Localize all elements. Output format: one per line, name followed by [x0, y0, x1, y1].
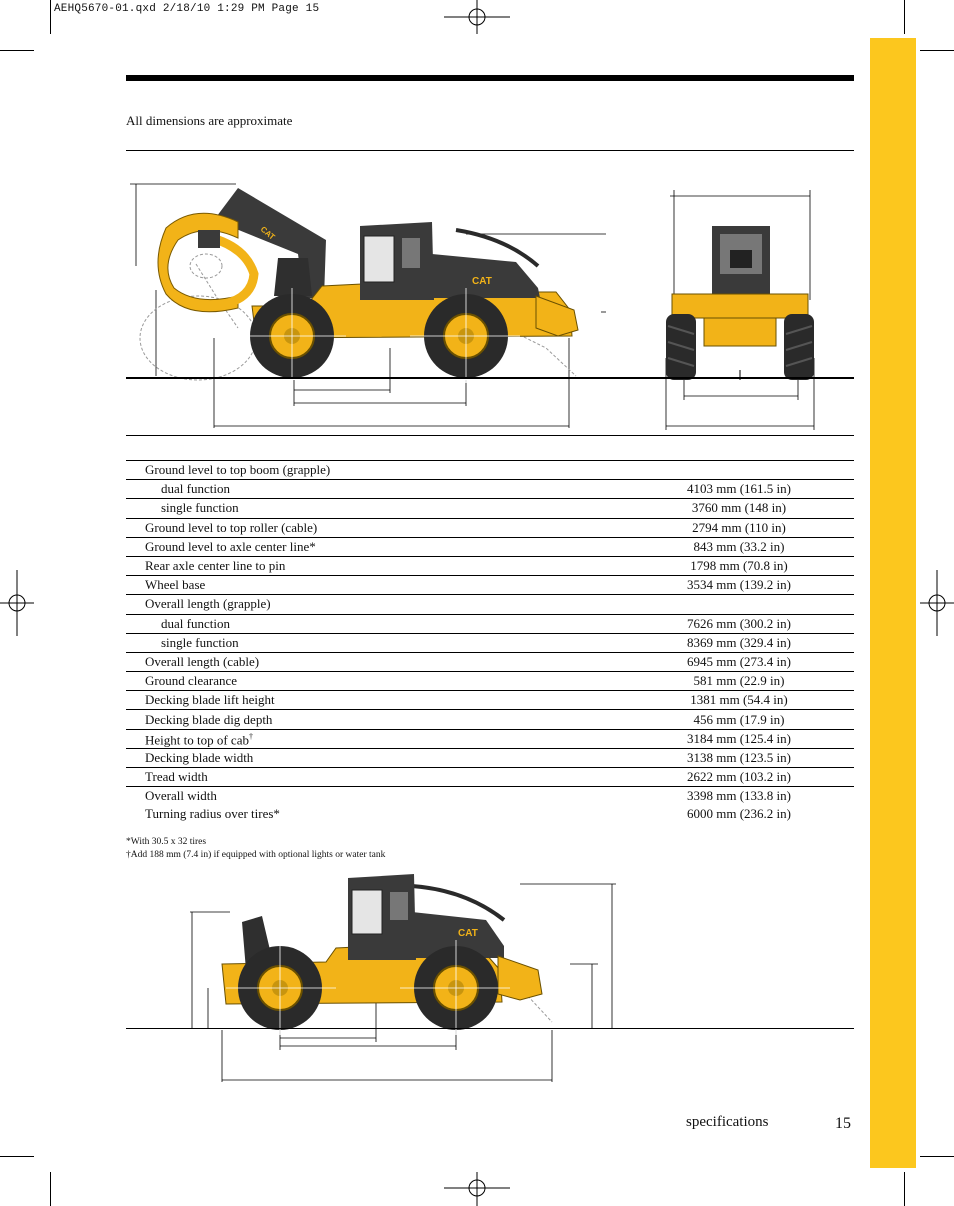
dimensions-table — [126, 460, 854, 824]
spec-value: 3398 mm (133.8 in) — [624, 787, 854, 806]
spec-label: Ground level to top roller (cable) — [126, 518, 624, 537]
spec-row — [126, 710, 854, 729]
spec-row — [126, 652, 854, 671]
spec-value: 3534 mm (139.2 in) — [624, 576, 854, 595]
spec-label: Decking blade dig depth — [126, 710, 624, 729]
page-number: 15 — [835, 1115, 851, 1132]
spec-value: 1798 mm (70.8 in) — [624, 556, 854, 575]
spec-label: Height to top of cab† — [126, 729, 624, 748]
spec-label: dual function — [126, 480, 624, 499]
spec-value: 843 mm (33.2 in) — [624, 537, 854, 556]
spec-row — [126, 729, 854, 748]
side-view-logo: CAT — [472, 276, 492, 287]
spec-label: single function — [126, 499, 624, 518]
section-rule-figures-bottom — [126, 435, 854, 436]
grapple-logo: CAT — [258, 224, 277, 242]
spec-row — [126, 518, 854, 537]
spec-value: 3138 mm (123.5 in) — [624, 748, 854, 767]
spec-value: 8369 mm (329.4 in) — [624, 633, 854, 652]
spec-row — [126, 748, 854, 767]
spec-value: 3184 mm (125.4 in) — [624, 729, 854, 748]
spec-value — [624, 461, 854, 480]
spec-row — [126, 768, 854, 787]
cable-skidder-side-view — [186, 870, 616, 1086]
ground-line-top-figures — [126, 377, 854, 379]
spec-row — [126, 480, 854, 499]
spec-label: Decking blade lift height — [126, 691, 624, 710]
spec-row — [126, 461, 854, 480]
approximate-note: All dimensions are approximate — [126, 113, 293, 128]
spec-row — [126, 691, 854, 710]
cable-skidder-logo: CAT — [458, 928, 478, 939]
footnotes — [126, 836, 385, 862]
spec-label: Overall length (cable) — [126, 652, 624, 671]
spec-row — [126, 672, 854, 691]
spec-label: Turning radius over tires* — [145, 806, 280, 822]
header-rule — [126, 75, 854, 81]
grapple-skidder-side-view — [126, 178, 606, 433]
section-rule-top — [126, 150, 854, 151]
spec-label: Decking blade width — [126, 748, 624, 767]
spec-value: 1381 mm (54.4 in) — [624, 691, 854, 710]
spec-row — [126, 787, 854, 806]
spec-value: 6945 mm (273.4 in) — [624, 652, 854, 671]
footnote-marker: † — [248, 732, 253, 742]
footnote-lights: †Add 188 mm (7.4 in) if equipped with optional lights or water tank — [126, 850, 386, 860]
spec-row — [126, 595, 854, 614]
spec-row — [126, 614, 854, 633]
spec-label: dual function — [126, 614, 624, 633]
footnote-tires: *With 30.5 x 32 tires — [126, 837, 207, 847]
spec-value: 456 mm (17.9 in) — [624, 710, 854, 729]
spec-row — [126, 805, 854, 823]
spec-row — [126, 633, 854, 652]
side-color-bar — [870, 38, 916, 1168]
section-title: specifications — [686, 1114, 769, 1130]
spec-value: 7626 mm (300.2 in) — [624, 614, 854, 633]
skidder-rear-view — [660, 190, 820, 432]
spec-label: Wheel base — [126, 576, 624, 595]
spec-label: Ground clearance — [126, 672, 624, 691]
spec-label: Overall width — [126, 787, 624, 806]
spec-value: 2622 mm (103.2 in) — [624, 768, 854, 787]
spec-label: Rear axle center line to pin — [126, 556, 624, 575]
spec-row — [126, 499, 854, 518]
registration-mark-right — [920, 570, 954, 636]
registration-mark-left — [0, 570, 34, 636]
spec-value: 581 mm (22.9 in) — [624, 672, 854, 691]
spec-row — [126, 576, 854, 595]
spec-value: 3760 mm (148 in) — [624, 499, 854, 518]
registration-mark-bottom — [444, 1172, 510, 1206]
spec-row — [126, 556, 854, 575]
spec-value: 6000 mm (236.2 in) — [687, 806, 791, 822]
spec-row — [126, 537, 854, 556]
spec-value — [624, 595, 854, 614]
spec-value: 4103 mm (161.5 in) — [624, 480, 854, 499]
spec-label: Overall length (grapple) — [126, 595, 624, 614]
registration-mark-top — [444, 0, 510, 34]
spec-label: Tread width — [126, 768, 624, 787]
print-slug: AEHQ5670-01.qxd 2/18/10 1:29 PM Page 15 — [54, 3, 320, 15]
spec-label: Ground level to top boom (grapple) — [126, 461, 624, 480]
spec-label: Ground level to axle center line* — [126, 537, 624, 556]
ground-line-bottom-figure — [126, 1028, 854, 1029]
spec-label: single function — [126, 633, 624, 652]
spec-value: 2794 mm (110 in) — [624, 518, 854, 537]
